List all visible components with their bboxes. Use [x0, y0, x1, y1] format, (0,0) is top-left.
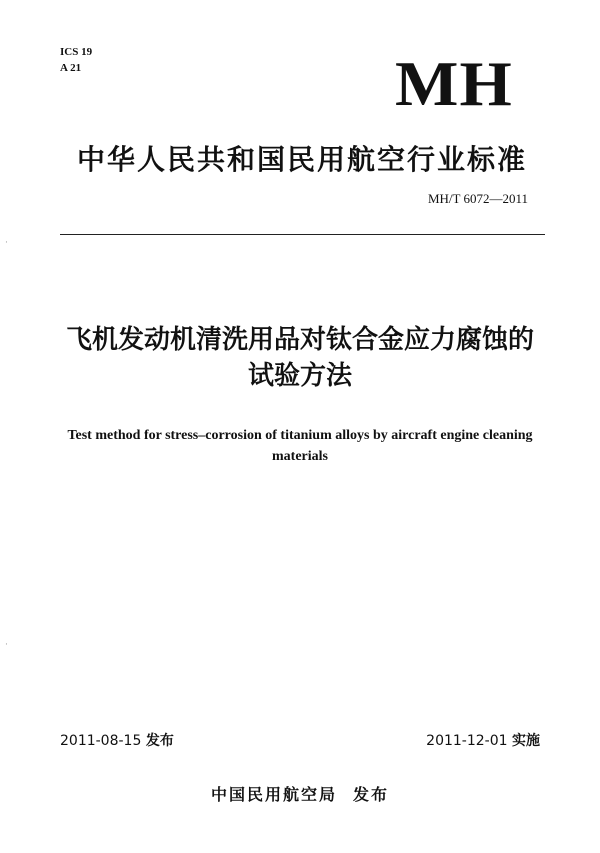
issuing-authority	[0, 782, 600, 805]
chinese-title-line-2: 试验方法	[247, 361, 352, 391]
chinese-title	[40, 322, 560, 394]
scan-mark: ·	[5, 640, 8, 650]
standard-number: MH/T 6072—2011	[427, 191, 528, 206]
english-title	[40, 425, 560, 467]
header-divider	[60, 234, 545, 235]
implementation-date-label: 实施	[512, 733, 540, 749]
english-title-line-2: materials	[272, 449, 328, 464]
authority-name: 中国民用航空局	[210, 785, 337, 804]
implementation-date	[426, 730, 540, 750]
issue-date-value: 2011-08-15	[60, 733, 142, 749]
mh-logo: MH	[395, 48, 513, 119]
issue-date-label: 发布	[145, 733, 174, 749]
ccs-code: A 21	[60, 62, 82, 74]
classification-codes	[60, 44, 92, 76]
ics-code: ICS 19	[60, 46, 93, 58]
issue-date	[60, 730, 174, 750]
authority-verb: 发布	[353, 785, 390, 804]
scan-mark: ·	[5, 238, 8, 248]
chinese-title-line-1: 飞机发动机清洗用品对钛合金应力腐蚀的	[65, 325, 534, 355]
implementation-date-value: 2011-12-01	[426, 733, 508, 749]
standard-category-name: 中华人民共和国民用航空行业标准	[76, 143, 527, 176]
english-title-line-1: Test method for stress–corrosion of titanium alloys by aircraft engine cleaning	[67, 428, 533, 443]
